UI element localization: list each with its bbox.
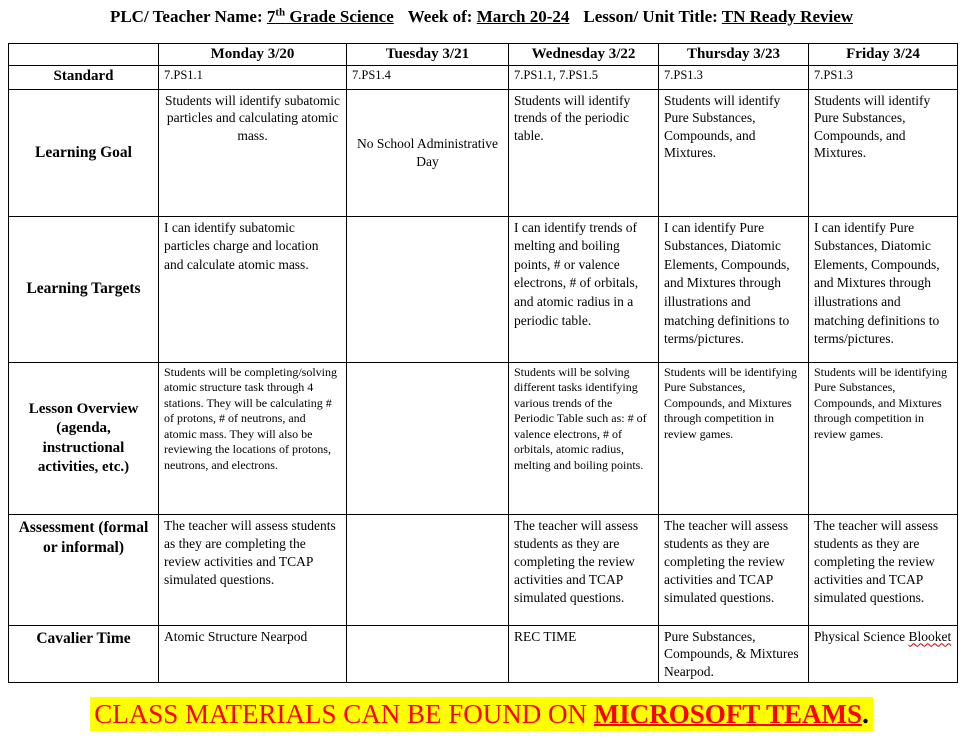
- document-header: [0, 0, 963, 27]
- header-row: [9, 44, 958, 66]
- column-header-wednesday: Wednesday 3/22: [509, 44, 659, 66]
- assessment-row: [9, 514, 958, 625]
- lesson-title-label: Lesson/ Unit Title:: [583, 7, 722, 26]
- highlighted-notice: [90, 697, 873, 731]
- cell-lesson-overview-monday: Students will be completing/solving atomic structure task through 4 stations. They will be calculating # of protons, # of neutrons, and atomic mass. They will also be reviewing the locations of protons, neutrons, and electrons.: [159, 362, 347, 514]
- cell-cavalier-monday: Atomic Structure Nearpod: [159, 625, 347, 683]
- teacher-name-value: 7th Grade Science: [266, 6, 394, 26]
- cell-learning-targets-friday: I can identify Pure Substances, Diatomic Elements, Compounds, and Mixtures through illustrations and matching definitions to terms/pictures.: [809, 216, 958, 362]
- column-header-friday: Friday 3/24: [809, 44, 958, 66]
- cavalier-friday-text: Physical Science: [814, 628, 909, 644]
- cell-lesson-overview-tuesday: [347, 362, 509, 514]
- lesson-overview-row: [9, 362, 958, 514]
- row-label-learning-goal: Learning Goal: [9, 89, 159, 216]
- microsoft-teams-text: MICROSOFT TEAMS: [593, 699, 863, 730]
- row-label-lesson-overview: Lesson Overview (agenda, instructional activities, etc.): [9, 362, 159, 514]
- cell-cavalier-tuesday: [347, 625, 509, 683]
- cell-standard-monday: 7.PS1.1: [159, 66, 347, 90]
- cell-cavalier-friday: [809, 625, 958, 683]
- row-label-learning-targets: Learning Targets: [9, 216, 159, 362]
- cell-learning-goal-thursday: Students will identify Pure Substances, Compounds, and Mixtures.: [659, 89, 809, 216]
- notice-period: .: [862, 699, 869, 730]
- row-label-cavalier-time: Cavalier Time: [9, 625, 159, 683]
- cell-assessment-monday: The teacher will assess students as they are completing the review activities and TCAP simulated questions.: [159, 514, 347, 625]
- cell-lesson-overview-thursday: Students will be identifying Pure Substances, Compounds, and Mixtures through competition in review games.: [659, 362, 809, 514]
- week-of-label: Week of:: [407, 7, 477, 26]
- misspelled-word: Blooket: [908, 628, 952, 644]
- column-header-tuesday: Tuesday 3/21: [347, 44, 509, 66]
- cell-learning-goal-tuesday: No School Administrative Day: [347, 89, 509, 216]
- learning-goal-row: [9, 89, 958, 216]
- lesson-plan-table: [8, 43, 958, 683]
- row-label-assessment: Assessment (formal or informal): [9, 514, 159, 625]
- cell-learning-targets-monday: I can identify subatomic particles charge and location and calculate atomic mass.: [159, 216, 347, 362]
- cell-assessment-friday: The teacher will assess students as they are completing the review activities and TCAP simulated questions.: [809, 514, 958, 625]
- cell-learning-targets-tuesday: [347, 216, 509, 362]
- standard-row: [9, 66, 958, 90]
- cell-standard-friday: 7.PS1.3: [809, 66, 958, 90]
- column-header-monday: Monday 3/20: [159, 44, 347, 66]
- lesson-title-value: TN Ready Review: [721, 7, 854, 26]
- class-materials-banner: [0, 698, 963, 730]
- cell-standard-thursday: 7.PS1.3: [659, 66, 809, 90]
- cavalier-time-row: [9, 625, 958, 683]
- cell-learning-targets-wednesday: I can identify trends of melting and boiling points, # or valence electrons, # of orbitals, and atomic radius in a periodic table.: [509, 216, 659, 362]
- corner-cell: [9, 44, 159, 66]
- week-of-value: March 20-24: [476, 7, 570, 26]
- cell-lesson-overview-wednesday: Students will be solving different tasks identifying various trends of the Periodic Table such as: # of valence electrons, # of orbitals, atomic radius, melting and boiling points.: [509, 362, 659, 514]
- notice-text: CLASS MATERIALS CAN BE FOUND ON: [94, 699, 594, 730]
- cell-assessment-wednesday: The teacher will assess students as they are completing the review activities and TCAP simulated questions.: [509, 514, 659, 625]
- cell-lesson-overview-friday: Students will be identifying Pure Substances, Compounds, and Mixtures through competition in review games.: [809, 362, 958, 514]
- cell-assessment-tuesday: [347, 514, 509, 625]
- cell-learning-goal-friday: Students will identify Pure Substances, Compounds, and Mixtures.: [809, 89, 958, 216]
- cell-learning-goal-monday: Students will identify subatomic particles and calculating atomic mass.: [159, 89, 347, 216]
- cell-cavalier-wednesday: REC TIME: [509, 625, 659, 683]
- cell-standard-wednesday: 7.PS1.1, 7.PS1.5: [509, 66, 659, 90]
- plc-teacher-label: PLC/ Teacher Name:: [109, 7, 267, 26]
- learning-targets-row: [9, 216, 958, 362]
- cell-assessment-thursday: The teacher will assess students as they are completing the review activities and TCAP simulated questions.: [659, 514, 809, 625]
- row-label-standard: Standard: [9, 66, 159, 90]
- cell-cavalier-thursday: Pure Substances, Compounds, & Mixtures Nearpod.: [659, 625, 809, 683]
- cell-learning-goal-wednesday: Students will identify trends of the periodic table.: [509, 89, 659, 216]
- cell-learning-targets-thursday: I can identify Pure Substances, Diatomic Elements, Compounds, and Mixtures through illustrations and matching definitions to terms/pictures.: [659, 216, 809, 362]
- cell-standard-tuesday: 7.PS1.4: [347, 66, 509, 90]
- column-header-thursday: Thursday 3/23: [659, 44, 809, 66]
